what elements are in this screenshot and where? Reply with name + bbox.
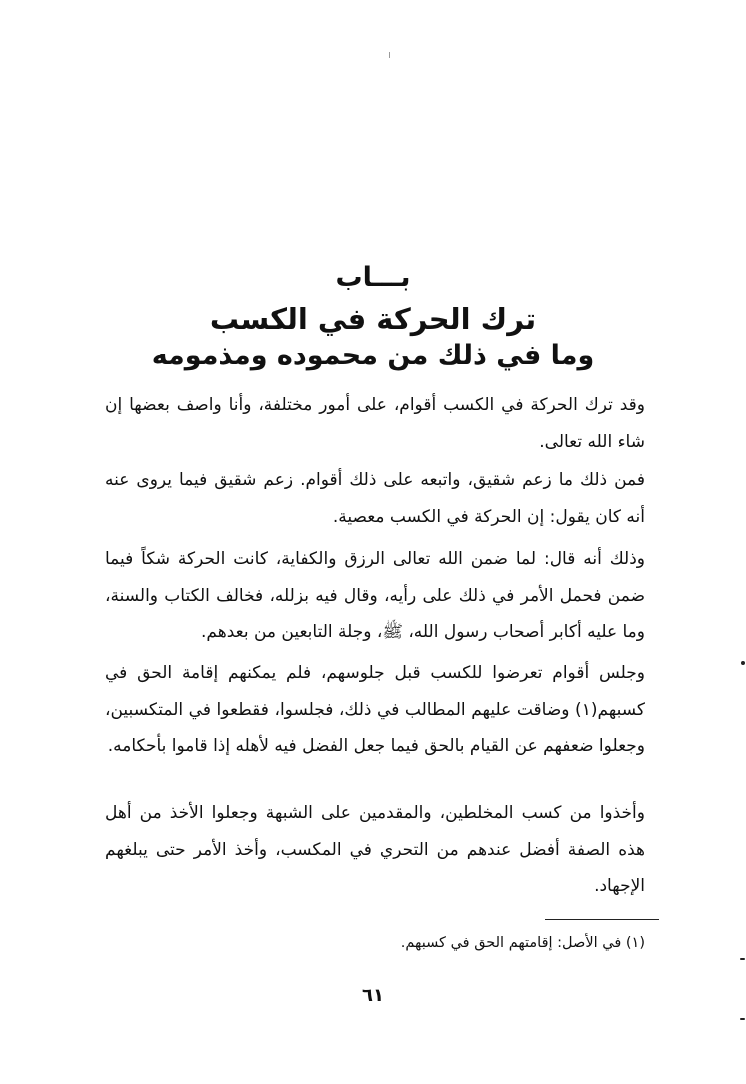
scan-speck xyxy=(741,661,745,665)
paragraph-1: وقد ترك الحركة في الكسب أقوام، على أمور مختلفة، وأنا واصف بعضها إن شاء الله تعالى. xyxy=(105,395,645,452)
top-margin-mark xyxy=(389,52,390,58)
paragraph-3: وذلك أنه قال: لما ضمن الله تعالى الرزق والكفاية، كانت الحركة شكاً فيما ضمن فحمل الأمر في ذلك على رأيه، وقال فيه بزلله، فخالف الكتاب والسنة، وما عليه أكابر أصحاب رسول الله، ﷺ، وجلة التابعين من بعدهم. xyxy=(105,549,645,642)
paragraph-5: وأخذوا من كسب المخلطين، والمقدمين على الشبهة وجعلوا الأخذ من أهل هذه الصفة أفضل عندهم من التحري في المكسب، وأخذ الأمر حتى يبلغهم الإجهاد. xyxy=(105,803,645,896)
footnote: (١) في الأصل: إقامتهم الحق في كسبهم. xyxy=(400,935,645,951)
paragraph-4: وجلس أقوام تعرضوا للكسب قبل جلوسهم، فلم يمكنهم إقامة الحق في كسبهم(١) وضاقت عليهم المطالب في ذلك، فجلسوا، فقطعوا في المتكسبين، وجعلوا ضعفهم عن القيام بالحق فيما جعل الفضل فيه لأهله إذا قاموا بأحكامه. xyxy=(105,663,645,756)
scan-speck xyxy=(740,958,745,960)
footnote-separator xyxy=(545,919,659,920)
page-number: ٦١ xyxy=(362,985,384,1006)
chapter-title: ترك الحركة في الكسب xyxy=(209,302,537,336)
scan-speck xyxy=(740,1018,745,1020)
chapter-subtitle: وما في ذلك من محموده ومذمومه xyxy=(151,340,595,371)
chapter-label: بـــاب xyxy=(335,262,411,293)
paragraph-2: فمن ذلك ما زعم شقيق، واتبعه على ذلك أقوام. زعم شقيق فيما يروى عنه أنه كان يقول: إن الحركة في الكسب معصية. xyxy=(105,470,645,527)
